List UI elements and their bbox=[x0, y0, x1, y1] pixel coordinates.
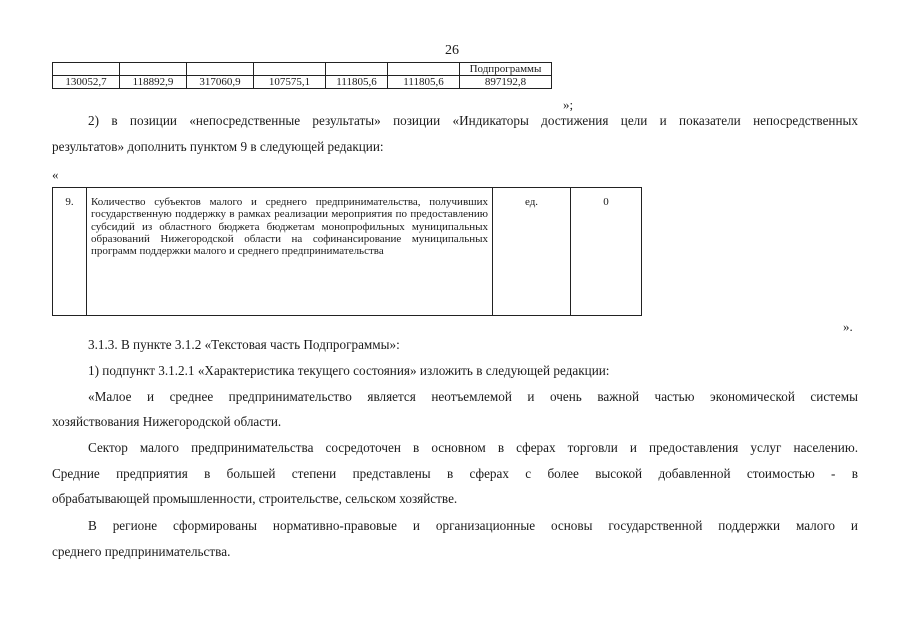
indicator-table bbox=[52, 187, 642, 316]
paragraph-line: среднего предпринимательства. bbox=[52, 544, 231, 559]
table-cell: 317060,9 bbox=[187, 76, 254, 89]
funding-table bbox=[52, 62, 552, 89]
indicator-description: Количество субъектов малого и среднего предпринимательства, получивших государственную поддержку в рамках реализации мероприятия по предоставлению субсидий из областного бюджета бюджетам монопрофильных муниципальных образований Нижегородской области на софинансирование муниципальных программ поддержки малого и среднего предпринимательства bbox=[87, 188, 493, 315]
table-cell: 107575,1 bbox=[254, 76, 326, 89]
paragraph-line: хозяйствования Нижегородской области. bbox=[52, 414, 282, 429]
paragraph-line: Средние предприятия в большей степени представлены в сферах с более высокой добавленной стоимостью - в bbox=[52, 466, 858, 481]
page-number: 26 bbox=[445, 43, 459, 58]
opening-quote: « bbox=[52, 167, 59, 182]
indicator-value: 0 bbox=[603, 196, 609, 208]
paragraph-item-2-cont: результатов» дополнить пунктом 9 в следующей редакции: bbox=[52, 139, 384, 154]
closing-quote: ». bbox=[843, 319, 853, 334]
paragraph-line: Сектор малого предпринимательства сосредоточен в основном в сферах торговли и предоставления услуг населению. bbox=[88, 440, 858, 455]
table-cell: 118892,9 bbox=[120, 76, 187, 89]
paragraph-line: В регионе сформированы нормативно-правовые и организационные основы государственной поддержки малого и bbox=[88, 518, 858, 533]
indicator-unit: ед. bbox=[493, 188, 571, 315]
paragraph-item-2: 2) в позиции «непосредственные результаты» позиции «Индикаторы достижения цели и показатели непосредственных bbox=[88, 113, 858, 128]
table-cell: 897192,8 bbox=[460, 76, 552, 89]
table-cell: 130052,7 bbox=[53, 76, 120, 89]
paragraph-line: «Малое и среднее предпринимательство является неотъемлемой и очень важной частью экономической системы bbox=[88, 389, 858, 404]
section-heading: 3.1.3. В пункте 3.1.2 «Текстовая часть Подпрограммы»: bbox=[88, 337, 400, 352]
table-row bbox=[53, 76, 552, 89]
indicator-number: 9. bbox=[53, 188, 87, 315]
closing-quote: »; bbox=[563, 97, 574, 112]
table-header-cell: Подпрограммы bbox=[460, 63, 552, 76]
table-row bbox=[53, 63, 552, 76]
subitem-heading: 1) подпункт 3.1.2.1 «Характеристика текущего состояния» изложить в следующей редакции: bbox=[88, 363, 610, 378]
table-cell: 111805,6 bbox=[326, 76, 388, 89]
paragraph-line: обрабатывающей промышленности, строительстве, сельском хозяйстве. bbox=[52, 491, 458, 506]
table-cell: 111805,6 bbox=[388, 76, 460, 89]
